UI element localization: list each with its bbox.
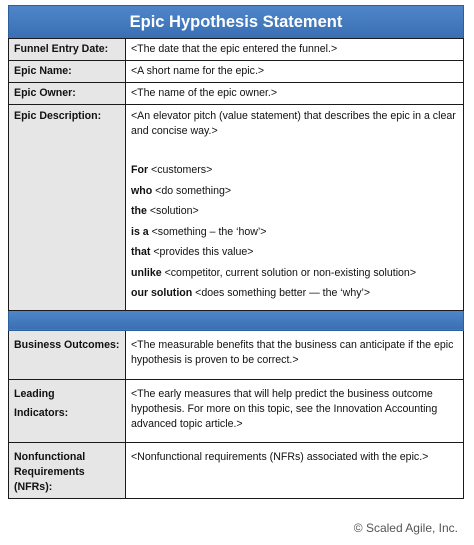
business-outcomes-value: <The measurable benefits that the business can anticipate if the epic hypothesis is proven to be correct.> [126,330,464,379]
statement-text: <do something> [152,184,232,197]
epic-description-value [126,105,464,311]
leading-indicators-value: <The early measures that will help predict the business outcome hypothesis. For more on this topic, see the Innovation Accounting advanced topic article.> [126,379,464,442]
table-row [9,379,464,442]
nonfunctional-requirements-value: <Nonfunctional requirements (NFRs) associated with the epic.> [126,442,464,498]
statement-text: <something – the ‘how’> [148,225,267,238]
statement-keyword: unlike [131,266,162,279]
statement-line-for [131,163,458,178]
epic-name-value: <A short name for the epic.> [126,61,464,83]
epic-owner-value: <The name of the epic owner.> [126,83,464,105]
statement-keyword: who [131,184,153,197]
divider-cell [9,310,464,330]
epic-hypothesis-template [8,5,464,499]
nonfunctional-requirements-label: Nonfunctional Requirements (NFRs): [9,442,126,498]
statement-text: <provides this value> [150,246,254,258]
statement-keyword: the [131,205,147,217]
template-title: Epic Hypothesis Statement [8,5,464,38]
statement-keyword: our solution [131,287,193,299]
statement-line-who [131,184,458,199]
table-row [9,330,464,379]
statement-line-is-a [131,225,458,240]
statement-text: <competitor, current solution or non-existing solution> [161,266,417,279]
statement-keyword: that [131,246,151,258]
statement-keyword: is a [131,225,149,238]
funnel-entry-date-value: <The date that the epic entered the funnel.> [126,39,464,61]
funnel-entry-date-label: Funnel Entry Date: [9,39,126,61]
table-row [9,61,464,83]
template-table [8,38,464,499]
business-outcomes-label: Business Outcomes: [9,330,126,379]
statement-text: <solution> [146,205,199,217]
statement-line-the [131,204,458,219]
leading-indicators-label-line2: Indicators: [14,406,69,419]
statement-line-that [131,245,458,260]
table-row [9,39,464,61]
table-row [9,105,464,311]
statement-keyword: For [131,164,149,176]
leading-indicators-label [9,379,126,442]
epic-name-label: Epic Name: [9,61,126,83]
section-divider-band [9,310,464,330]
table-row [9,442,464,498]
elevator-pitch-text: <An elevator pitch (value statement) that describes the epic in a clear and concise way.> [131,110,456,137]
table-row [9,83,464,105]
statement-text: <customers> [148,164,213,176]
copyright-notice: © Scaled Agile, Inc. [353,521,458,535]
statement-line-our-solution [131,286,458,301]
statement-line-unlike [131,266,458,281]
epic-description-label: Epic Description: [9,105,126,311]
leading-indicators-label-line1: Leading [14,387,55,400]
statement-text: <does something better — the ‘why’> [192,287,371,299]
epic-owner-label: Epic Owner: [9,83,126,105]
